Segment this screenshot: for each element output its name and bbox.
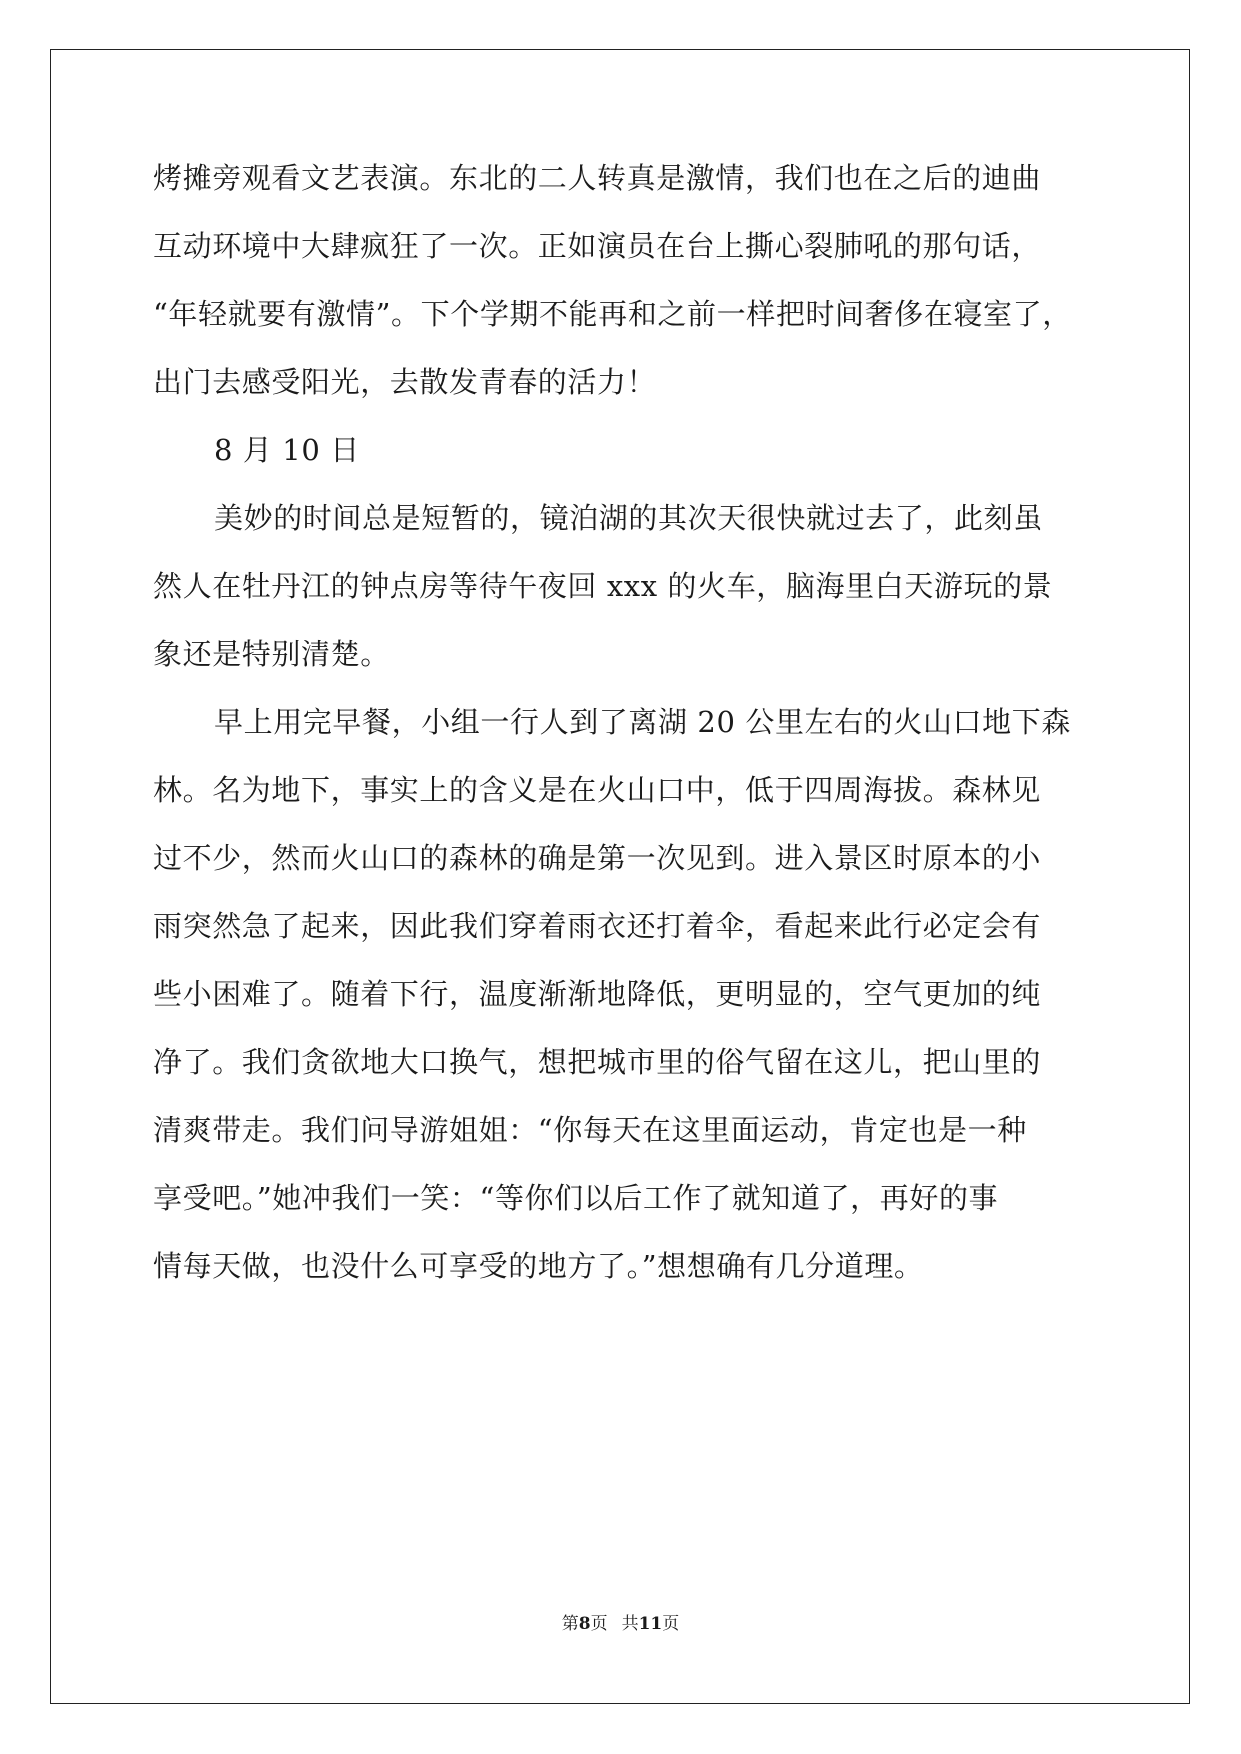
- text-line: 享受吧。”她冲我们一笑：“等你们以后工作了就知道了，再好的事: [153, 1181, 999, 1215]
- text-line: 烤摊旁观看文艺表演。东北的二人转真是激情，我们也在之后的迪曲: [153, 161, 1042, 195]
- text-line: 美妙的时间总是短暂的，镜泊湖的其次天很快就过去了，此刻虽: [214, 501, 1043, 535]
- page-footer: [0, 1613, 1241, 1635]
- text-line: 雨突然急了起来，因此我们穿着雨衣还打着伞，看起来此行必定会有: [153, 909, 1042, 943]
- footer-total-suffix: 页: [662, 1614, 680, 1634]
- date-heading: 8 月 10 日: [214, 433, 360, 467]
- text-line: 过不少，然而火山口的森林的确是第一次见到。进入景区时原本的小: [153, 841, 1042, 875]
- text-line: 清爽带走。我们问导游姐姐：“你每天在这里面运动，肯定也是一种: [153, 1113, 1027, 1147]
- footer-total-prefix: 共: [621, 1614, 639, 1634]
- text-line: 情每天做，也没什么可享受的地方了。”想想确有几分道理。: [153, 1249, 924, 1283]
- text-line: 然人在牡丹江的钟点房等待午夜回 xxx 的火车，脑海里白天游玩的景: [153, 569, 1053, 603]
- text-line: “年轻就要有激情”。下个学期不能再和之前一样把时间奢侈在寝室了，: [153, 297, 1072, 331]
- text-line: 象还是特别清楚。: [153, 637, 390, 671]
- footer-page-total: 11: [638, 1614, 663, 1634]
- footer-page-current: 8: [578, 1614, 591, 1634]
- text-line: 出门去感受阳光，去散发青春的活力！: [153, 365, 657, 399]
- text-line: 互动环境中大肆疯狂了一次。正如演员在台上撕心裂肺吼的那句话，: [153, 229, 1042, 263]
- text-line: 净了。我们贪欲地大口换气，想把城市里的俗气留在这儿，把山里的: [153, 1045, 1042, 1079]
- text-line: 早上用完早餐，小组一行人到了离湖 20 公里左右的火山口地下森: [214, 705, 1071, 739]
- text-line: 些小困难了。随着下行，温度渐渐地降低，更明显的，空气更加的纯: [153, 977, 1042, 1011]
- text-line: 林。名为地下，事实上的含义是在火山口中，低于四周海拔。森林见: [153, 773, 1042, 807]
- footer-page-prefix: 第: [561, 1614, 579, 1634]
- footer-page-suffix: 页: [590, 1614, 608, 1634]
